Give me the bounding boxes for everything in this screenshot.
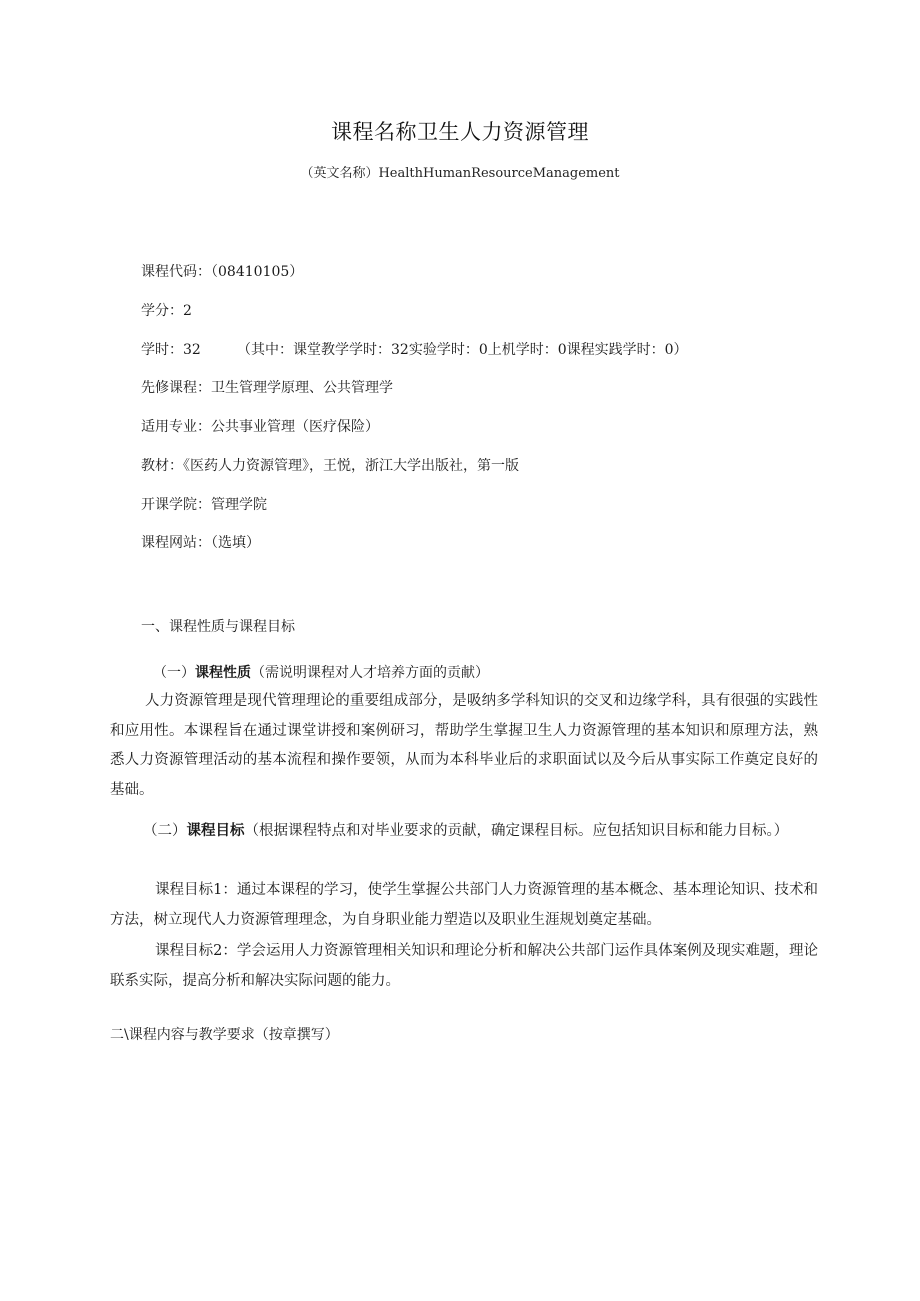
goals-label: 课程目标 xyxy=(186,823,245,839)
course-website: 课程网站：（选填） xyxy=(141,535,260,551)
goal-2: 课程目标2：学会运用人力资源管理相关知识和理论分析和解决公共部门运作具体案例及现实难题，理论联系实际，提高分析和解决实际问题的能力。 xyxy=(110,943,818,989)
course-code: 课程代码：（08410105） xyxy=(141,264,304,280)
nature-label: 课程性质 xyxy=(195,665,251,681)
applicable-major: 适用专业：公共事业管理（医疗保险） xyxy=(141,419,379,435)
hours: 学时：32 xyxy=(141,342,201,358)
goals-note: （根据课程特点和对毕业要求的贡献，确定课程目标。应包括知识目标和能力目标。） xyxy=(244,823,789,839)
nature-heading xyxy=(153,662,489,682)
textbook: 教材：《医药人力资源管理》，王悦，浙江大学出版社，第一版 xyxy=(141,458,519,474)
offering-school: 开课学院：管理学院 xyxy=(141,497,267,513)
page-title: 课程名称卫生人力资源管理 xyxy=(331,120,589,144)
goals-prefix: （二） xyxy=(143,823,187,839)
goal-1: 课程目标1：通过本课程的学习，使学生掌握公共部门人力资源管理的基本概念、基本理论知识、技术和方法，树立现代人力资源管理理念，为自身职业能力塑造以及职业生涯规划奠定基础。 xyxy=(110,882,818,928)
credits: 学分：2 xyxy=(141,303,192,319)
nature-prefix: （一） xyxy=(153,665,195,681)
nature-paragraph: 人力资源管理是现代管理理论的重要组成部分，是吸纳多学科知识的交叉和边缘学科，具有很强的实践性和应用性。本课程旨在通过课堂讲授和案例研习，帮助学生掌握卫生人力资源管理的基本知识和原理方法，熟悉人力资源管理活动的基本流程和操作要领，从而为本科毕业后的求职面试以及今后从事实际工作奠定良好的基础。 xyxy=(110,693,818,798)
section1-heading: 一、课程性质与课程目标 xyxy=(141,619,295,635)
hours-detail: （其中：课堂教学学时：32实验学时：0上机学时：0课程实践学时：0） xyxy=(237,342,688,358)
nature-note: （需说明课程对人才培养方面的贡献） xyxy=(251,665,489,681)
section2-heading: 二\课程内容与教学要求（按章撰写） xyxy=(110,1027,339,1043)
english-name: （英文名称）HealthHumanResourceManagement xyxy=(300,166,620,181)
goals-heading xyxy=(110,817,818,847)
prerequisites: 先修课程：卫生管理学原理、公共管理学 xyxy=(141,380,393,396)
